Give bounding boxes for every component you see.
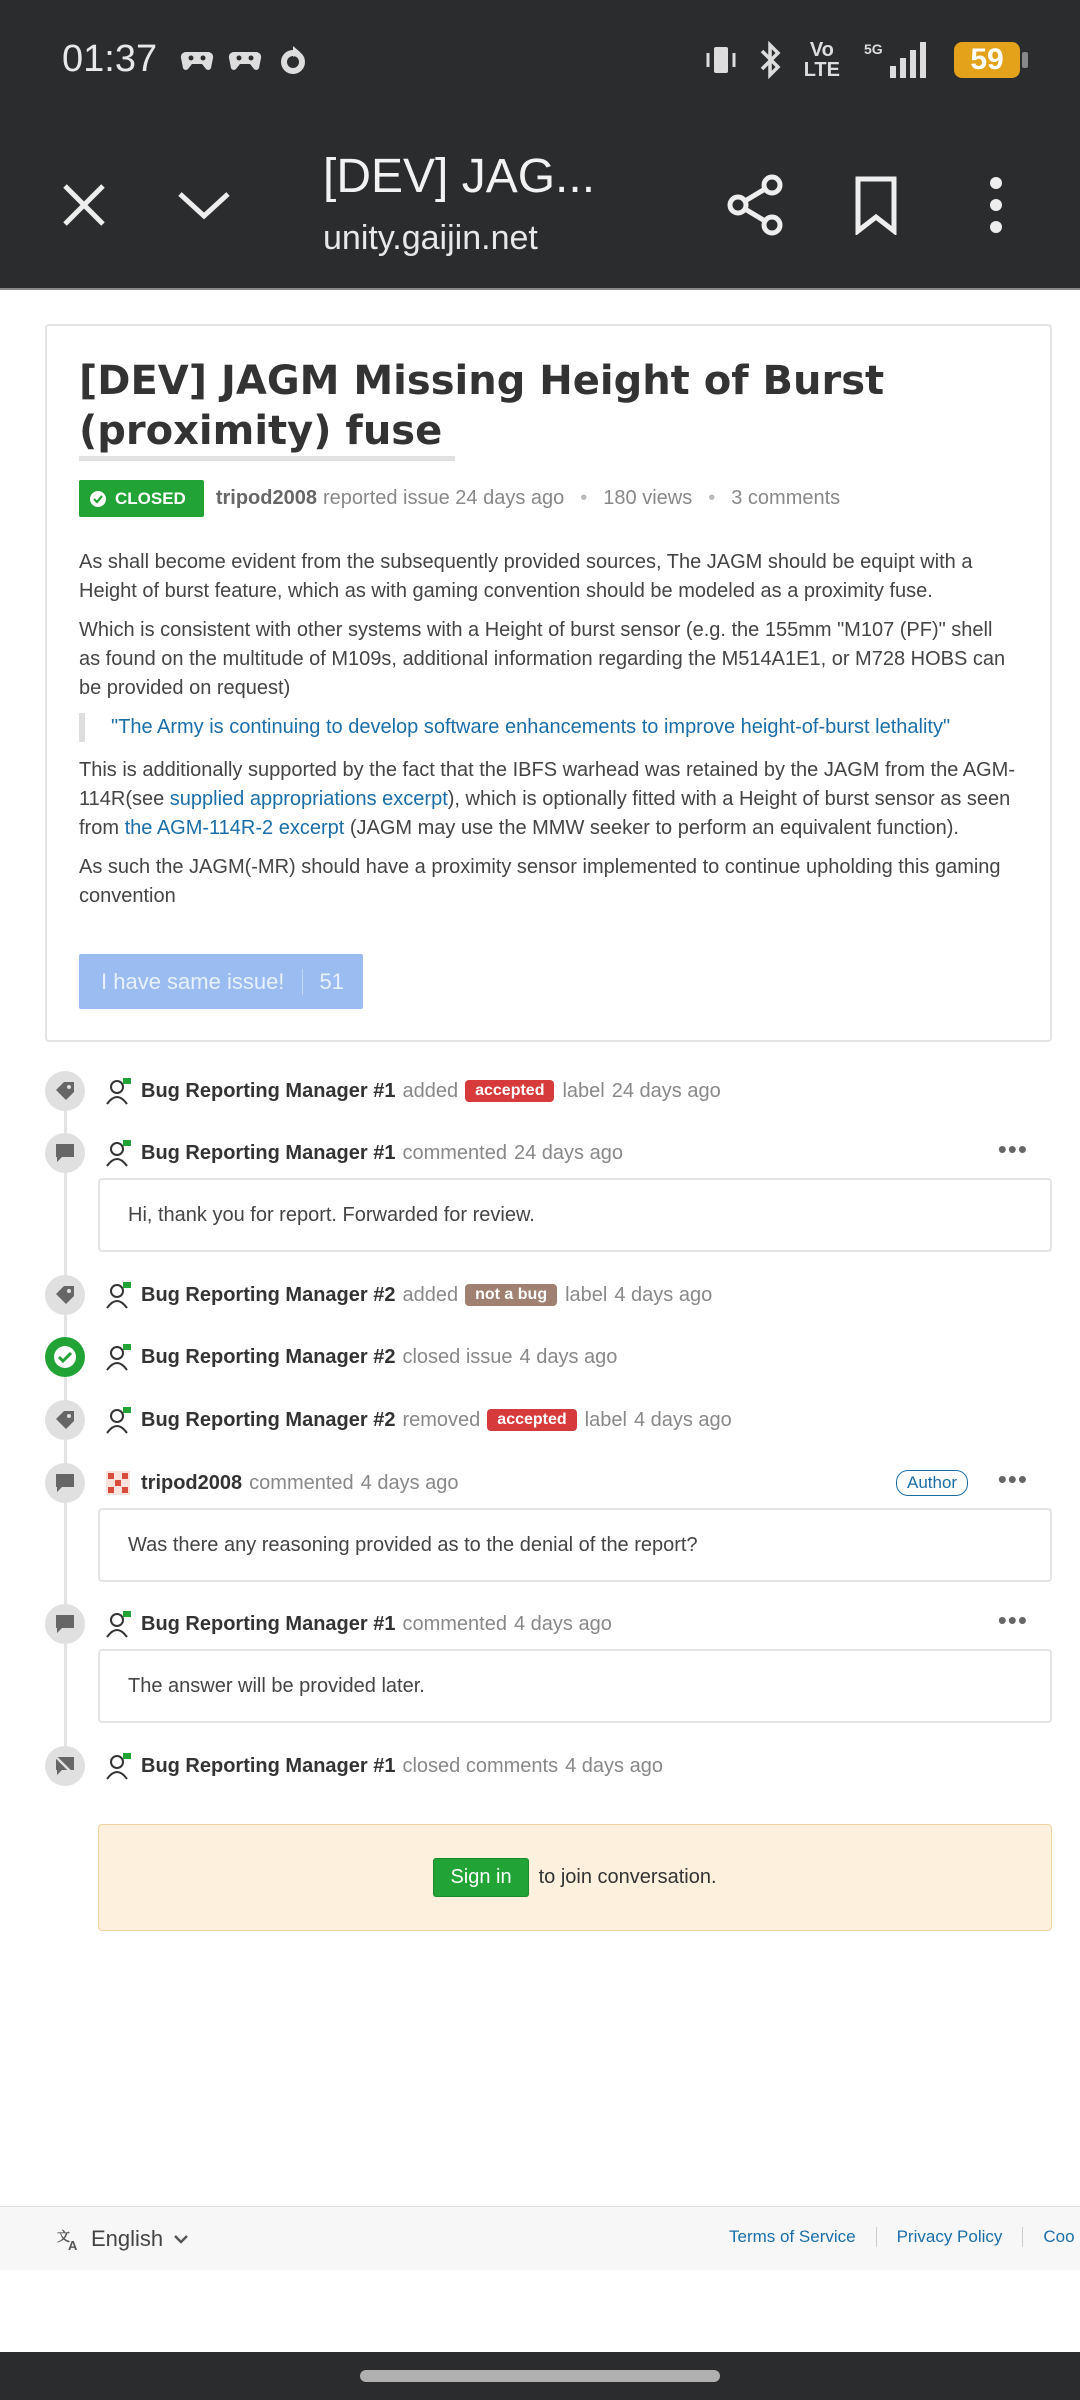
chevron-down-icon [173, 2234, 189, 2244]
issue-meta: CLOSED tripod2008 reported issue 24 days ago • 180 views • 3 comments [79, 480, 840, 517]
avatar [103, 1751, 133, 1781]
avatar [103, 1609, 133, 1639]
gamepad-icon [180, 44, 214, 74]
issue-paragraph: As shall become evident from the subsequently provided sources, The JAGM should be equipt with a Height of burst feature, which as with gaming convention should be modeled as a proximity fuse. [79, 551, 973, 602]
issue-title: [DEV] JAGM Missing Height of Burst (proximity) fuse [79, 358, 885, 454]
sign-in-text: to join conversation. [538, 1866, 717, 1888]
svg-text:5G: 5G [864, 41, 883, 57]
issue-action: reported issue 24 days ago [323, 487, 565, 509]
timeline-event-label: Bug Reporting Manager #2 added not a bug label 4 days ago [45, 1275, 712, 1315]
comment-options-button[interactable]: ••• [997, 1134, 1028, 1164]
footer [0, 2206, 1080, 2270]
signal-icon [860, 40, 934, 80]
share-icon [726, 173, 786, 237]
privacy-link[interactable]: Privacy Policy [877, 2227, 1024, 2247]
page-title: [DEV] JAG... [323, 150, 596, 203]
volte-indicator: Vo LTE [803, 39, 840, 81]
timeline-event-locked: Bug Reporting Manager #1 closed comments 4 days ago [45, 1746, 663, 1786]
comment-body: Was there any reasoning provided as to the denial of the report? [98, 1508, 1052, 1582]
refresh-icon [276, 44, 310, 78]
language-selector[interactable]: 文 A English [57, 2226, 189, 2252]
issue-body [79, 548, 1019, 921]
bookmark-icon [852, 175, 900, 235]
svg-text:文: 文 [57, 2228, 71, 2244]
notification-icons [180, 44, 310, 78]
chevron-down-icon [176, 188, 232, 222]
browser-app-bar [0, 125, 1080, 290]
share-button[interactable] [716, 165, 796, 245]
avatar [103, 1342, 133, 1372]
timeline-event-closed: Bug Reporting Manager #2 closed issue 4 days ago [45, 1337, 617, 1377]
sign-in-button[interactable]: Sign in [433, 1858, 528, 1897]
bluetooth-icon [758, 41, 784, 79]
comment-options-button[interactable]: ••• [997, 1464, 1028, 1494]
issue-card [45, 324, 1052, 1042]
sign-in-prompt [98, 1824, 1052, 1931]
label-accepted[interactable]: accepted [465, 1080, 554, 1102]
battery-indicator: 59 [954, 42, 1020, 78]
system-icons [704, 40, 1020, 80]
comment-icon [45, 1463, 85, 1503]
app-bar-divider [0, 288, 1080, 290]
tag-icon [45, 1071, 85, 1111]
page-url[interactable]: unity.gaijin.net [323, 219, 538, 257]
cookies-link[interactable]: Coo [1023, 2227, 1080, 2247]
minimize-button[interactable] [164, 165, 244, 245]
svg-text:A: A [68, 2237, 78, 2251]
close-icon [61, 182, 107, 228]
avatar [103, 1138, 133, 1168]
timeline-event-comment: Bug Reporting Manager #1 commented 24 days ago [45, 1133, 623, 1173]
issue-paragraph: Which is consistent with other systems with a Height of burst sensor (e.g. the 155mm "M107 (PF)" shell as found on the multitude of M109s, additional information regarding the M514A1E1, or M728 HOBS can be provided on request) [79, 619, 1006, 699]
more-vertical-icon [989, 177, 1003, 233]
terms-link[interactable]: Terms of Service [729, 2227, 877, 2247]
vibrate-icon [704, 43, 738, 77]
translate-icon [57, 2227, 81, 2251]
check-circle-icon [45, 1337, 85, 1377]
timeline-event-label: Bug Reporting Manager #1 added accepted label 24 days ago [45, 1071, 721, 1111]
avatar [103, 1076, 133, 1106]
same-issue-count: 51 [319, 968, 344, 994]
comment-options-button[interactable]: ••• [997, 1605, 1028, 1635]
gamepad-icon [228, 44, 262, 74]
comment-icon [45, 1133, 85, 1173]
author-badge: Author [896, 1470, 968, 1496]
check-circle-icon [89, 490, 107, 508]
comment-icon [45, 1604, 85, 1644]
timeline-event-label: Bug Reporting Manager #2 removed accepted label 4 days ago [45, 1400, 732, 1440]
avatar [103, 1280, 133, 1310]
comments-closed-icon [45, 1746, 85, 1786]
issue-views: 180 views [603, 487, 693, 509]
label-not-a-bug[interactable]: not a bug [465, 1284, 557, 1306]
footer-links [729, 2227, 1080, 2247]
timeline-event-comment: Bug Reporting Manager #1 commented 4 days ago [45, 1604, 612, 1644]
issue-author[interactable]: tripod2008 [215, 487, 317, 509]
issue-paragraph: As such the JAGM(-MR) should have a proximity sensor implemented to continue upholding this gaming convention [79, 856, 1001, 907]
same-issue-button[interactable]: I have same issue! 51 [79, 954, 363, 1009]
status-badge: CLOSED [79, 480, 204, 517]
tag-icon [45, 1275, 85, 1315]
issue-paragraph: This is additionally supported by the fact that the IBFS warhead was retained by the JAGM from the AGM-114R(see supplied appropriations excerpt), which is optionally fitted with a Height of burst sensor as seen from the AGM-114R-2 excerpt (JAGM may use the MMW seeker to perform an equivalent function). [79, 759, 1016, 839]
appropriations-excerpt-link[interactable]: supplied appropriations excerpt [169, 788, 448, 810]
agm-114r2-excerpt-link[interactable]: the AGM-114R-2 excerpt [124, 817, 345, 839]
status-time: 01:37 [62, 38, 158, 80]
avatar [103, 1468, 133, 1498]
title-underline [79, 456, 455, 461]
avatar [103, 1405, 133, 1435]
timeline-event-comment: tripod2008 commented 4 days ago [45, 1463, 459, 1503]
status-bar [0, 0, 1080, 125]
label-accepted[interactable]: accepted [487, 1409, 576, 1431]
comment-body: Hi, thank you for report. Forwarded for review. [98, 1178, 1052, 1252]
home-gesture-pill[interactable] [360, 2370, 720, 2382]
more-menu-button[interactable] [956, 165, 1036, 245]
bookmark-button[interactable] [836, 165, 916, 245]
comment-body: The answer will be provided later. [98, 1649, 1052, 1723]
close-button[interactable] [44, 165, 124, 245]
issue-comment-count: 3 comments [731, 487, 841, 509]
issue-quote: "The Army is continuing to develop software enhancements to improve height-of-burst lethality" [79, 713, 1019, 742]
tag-icon [45, 1400, 85, 1440]
system-nav-bar [0, 2352, 1080, 2400]
